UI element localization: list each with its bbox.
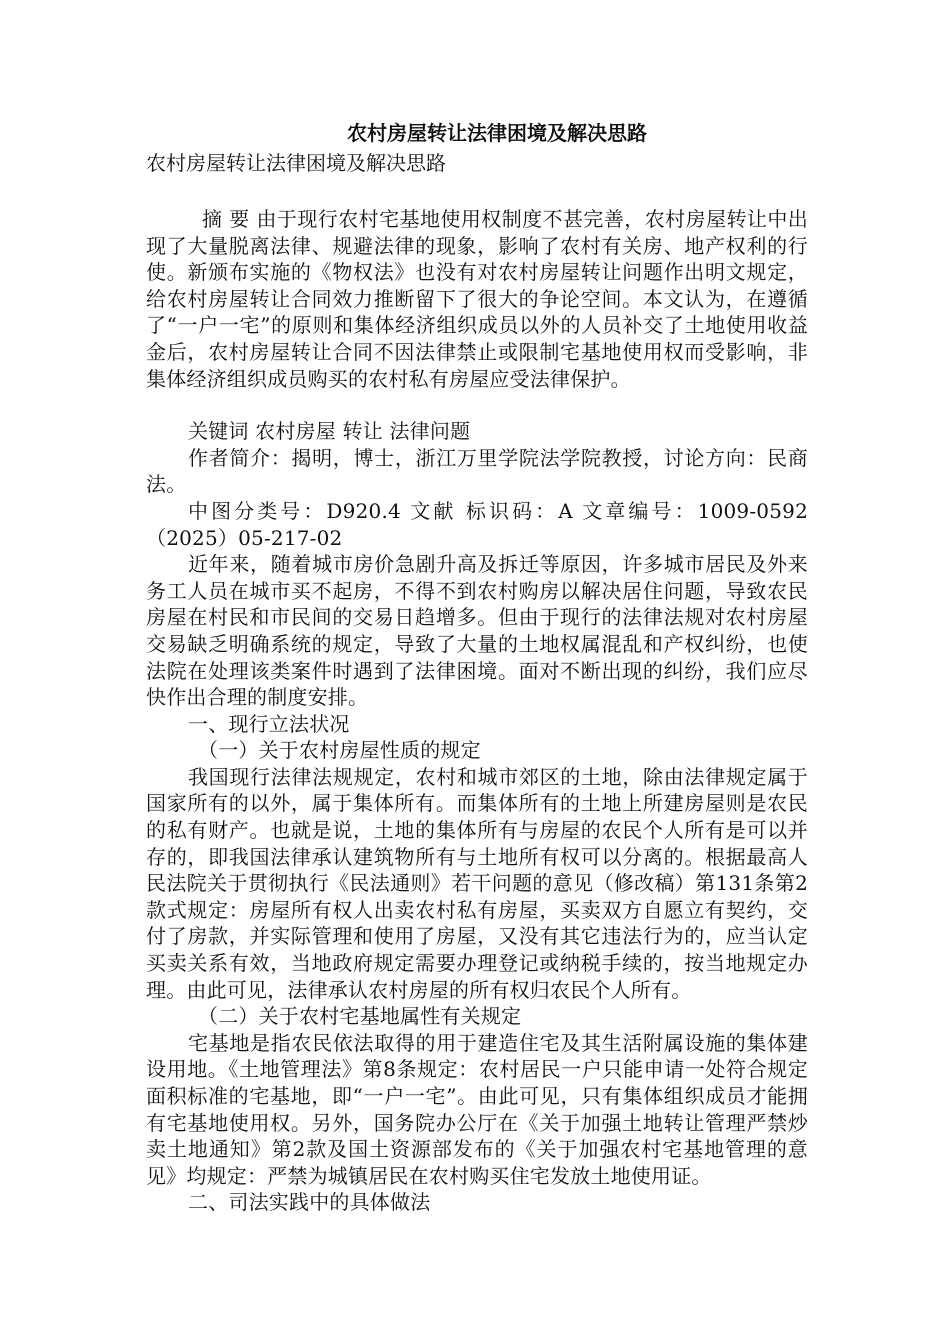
document-page	[146, 118, 808, 1216]
body-paragraph: 我国现行法律法规规定，农村和城市郊区的土地，除由法律规定属于国家所有的以外，属于集体所有。而集体所有的土地上所建房屋则是农民的私有财产。也就是说，土地的集体所有与房屋的农民个人所有是可以并存的，即我国法律承认建筑物所有与土地所有权可以分离的。根据最高人民法院关于贯彻执行《民法通则》若干问题的意见（修改稿）第131条第2款式规定：房屋所有权人出卖农村私有房屋，买卖双方自愿立有契约，交付了房款，并实际管理和使用了房屋，又没有其它违法行为的，应当认定买卖关系有效，当地政府规定需要办理登记或纳税手续的，按当地规定办理。由此可见，法律承认农村房屋的所有权归农民个人所有。	[146, 764, 808, 1002]
spacer	[146, 392, 808, 418]
section-heading: 一、现行立法状况	[188, 711, 350, 736]
document-title: 农村房屋转让法律困境及解决思路	[347, 121, 647, 145]
subsection-heading: （一）关于农村房屋性质的规定	[198, 738, 481, 763]
subsection-heading: （二）关于农村宅基地属性有关规定	[198, 1004, 522, 1029]
author-info: 作者简介：揭明，博士，浙江万里学院法学院教授，讨论方向：民商法。	[146, 445, 808, 497]
keywords-line: 关键词 农村房屋 转让 法律问题	[188, 419, 471, 444]
spacer	[146, 178, 808, 206]
abstract-paragraph: 摘 要 由于现行农村宅基地使用权制度不甚完善，农村房屋转让中出现了大量脱离法律、规避法律的现象，影响了农村有关房、地产权利的行使。新颁布实施的《物权法》也没有对农村房屋转让问题作出明文规定，给农村房屋转让合同效力推断留下了很大的争论空间。本文认为，在遵循了“一户一宅”的原则和集体经济组织成员以外的人员补交了土地使用收益金后，农村房屋转让合同不因法律禁止或限制宅基地使用权而受影响，非集体经济组织成员购买的农村私有房屋应受法律保护。	[146, 207, 808, 391]
intro-paragraph: 近年来，随着城市房价急剧升高及拆迁等原因，许多城市居民及外来务工人员在城市买不起房，不得不到农村购房以解决居住问题，导致农民房屋在村民和市民间的交易日趋增多。但由于现行的法律法规对农村房屋交易缺乏明确系统的规定，导致了大量的土地权属混乱和产权纠纷，也使法院在处理该类案件时遇到了法律困境。面对不断出现的纠纷，我们应尽快作出合理的制度安排。	[146, 552, 808, 710]
classification-line: 中图分类号：D920.4 文献 标识码：A 文章编号：1009-0592（2025）05-217-02	[146, 498, 808, 550]
section-heading: 二、司法实践中的具体做法	[188, 1190, 431, 1215]
document-subtitle: 农村房屋转让法律困境及解决思路	[146, 151, 446, 175]
body-paragraph: 宅基地是指农民依法取得的用于建造住宅及其生活附属设施的集体建设用地。《土地管理法》第8条规定：农村居民一户只能申请一处符合规定面积标准的宅基地，即“一户一宅”。由此可见，只有集体组织成员才能拥有宅基地使用权。另外，国务院办公厅在《关于加强土地转让管理严禁炒卖土地通知》第2款及国土资源部发布的《关于加强农村宅基地管理的意见》均规定：严禁为城镇居民在农村购买住宅发放土地使用证。	[146, 1030, 808, 1188]
